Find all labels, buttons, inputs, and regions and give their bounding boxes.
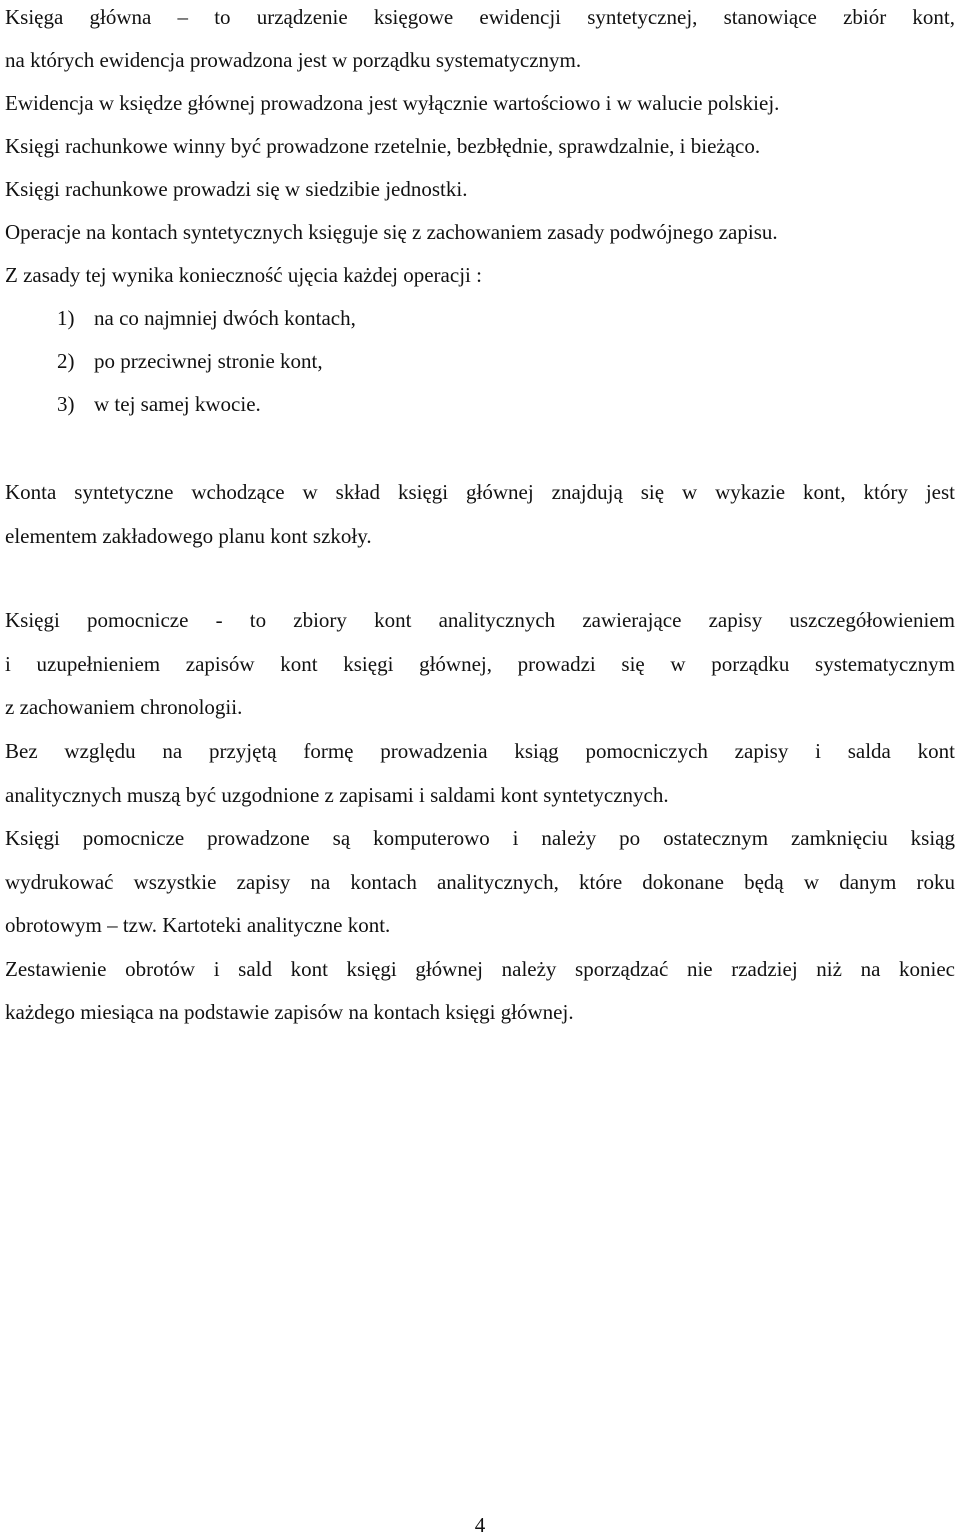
- list-item: [57, 348, 323, 374]
- paragraph-ksiegi-pomocnicze-line-2: i uzupełnieniem zapisów kont księgi głównej, prowadzi się w porządku systematycznym: [5, 652, 955, 676]
- paragraph-ksiega-glowna-line-2: na których ewidencja prowadzona jest w porządku systematycznym.: [5, 48, 582, 72]
- list-item-text: na co najmniej dwóch kontach,: [94, 306, 356, 330]
- paragraph-komputerowo-line-2: wydrukować wszystkie zapisy na kontach analitycznych, które dokonane będą w danym roku: [5, 870, 955, 894]
- list-item-text: po przeciwnej stronie kont,: [94, 349, 323, 373]
- paragraph-z-zasady: Z zasady tej wynika konieczność ujęcia każdej operacji :: [5, 263, 482, 287]
- paragraph-konta-syntetyczne-line-1: Konta syntetyczne wchodzące w skład księgi głównej znajdują się w wykazie kont, który jest: [5, 480, 955, 504]
- paragraph-zestawienie-line-1: Zestawienie obrotów i sald kont księgi głównej należy sporządzać nie rzadziej niż na koniec: [5, 957, 955, 981]
- list-item-number: 2): [57, 349, 75, 373]
- list-item-number: 3): [57, 392, 75, 416]
- page-number: 4: [474, 1513, 486, 1537]
- paragraph-zestawienie-line-2: każdego miesiąca na podstawie zapisów na kontach księgi głównej.: [5, 1000, 574, 1024]
- list-item: [57, 305, 356, 331]
- paragraph-komputerowo-line-3: obrotowym – tzw. Kartoteki analityczne kont.: [5, 913, 391, 937]
- paragraph-podwojny-zapis: Operacje na kontach syntetycznych księguje się z zachowaniem zasady podwójnego zapisu.: [5, 220, 778, 244]
- paragraph-ksiega-glowna-line-1: Księga główna – to urządzenie księgowe ewidencji syntetycznej, stanowiące zbiór kont,: [5, 5, 955, 29]
- paragraph-bez-wzgledu-line-1: Bez względu na przyjętą formę prowadzenia ksiąg pomocniczych zapisy i saldа kont: [5, 739, 955, 763]
- paragraph-ksiegi-rzetelnie: Księgi rachunkowe winny być prowadzone rzetelnie, bezbłędnie, sprawdzalnie, i bieżąco.: [5, 134, 761, 158]
- paragraph-ksiegi-pomocnicze-line-1: Księgi pomocnicze - to zbiory kont analitycznych zawierające zapisy uszczegółowieniem: [5, 608, 955, 632]
- paragraph-komputerowo-line-1: Księgi pomocnicze prowadzone są komputerowo i należy po ostatecznym zamknięciu ksiąg: [5, 826, 955, 850]
- paragraph-bez-wzgledu-line-2: analitycznych muszą być uzgodnione z zapisami i saldami kont syntetycznych.: [5, 783, 669, 807]
- paragraph-siedziba: Księgi rachunkowe prowadzi się w siedzibie jednostki.: [5, 177, 468, 201]
- paragraph-konta-syntetyczne-line-2: elementem zakładowego planu kont szkoły.: [5, 524, 372, 548]
- list-item-number: 1): [57, 306, 75, 330]
- paragraph-ksiegi-pomocnicze-line-3: z zachowaniem chronologii.: [5, 695, 243, 719]
- list-item-text: w tej samej kwocie.: [94, 392, 261, 416]
- list-item: [57, 391, 261, 417]
- paragraph-ewidencja: Ewidencja w księdze głównej prowadzona jest wyłącznie wartościowo i w walucie polskiej.: [5, 91, 780, 115]
